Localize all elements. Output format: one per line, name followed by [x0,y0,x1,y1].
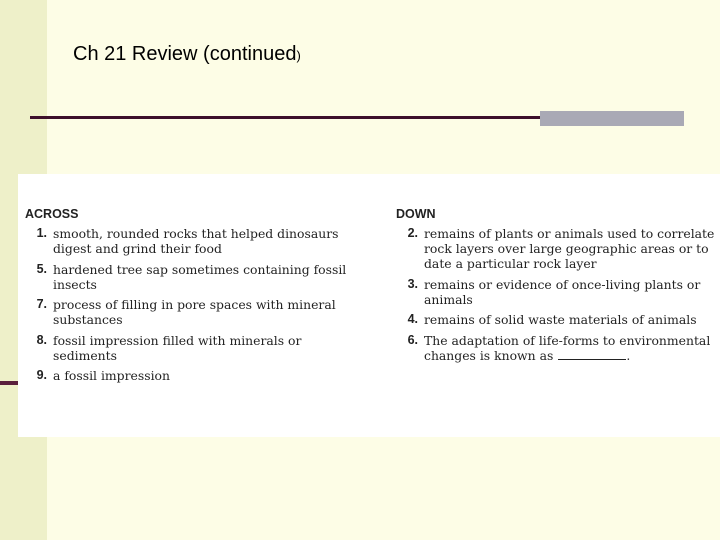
across-clue [25,297,355,327]
clue-text: a fossil impression [53,368,170,383]
clue-number: 6. [407,332,418,347]
clue-number: 5. [36,261,47,276]
clue-number: 3. [407,276,418,291]
clue-text: The adaptation of life-forms to environmental changes is known as [424,332,711,363]
slide-title [73,43,301,66]
clue-text: remains of plants or animals used to correlate rock layers over large geographic areas or to date a particular rock layer [424,226,715,271]
clue-text: fossil impression filled with minerals or sediments [53,332,302,363]
clue-text: smooth, rounded rocks that helped dinosaurs digest and grind their food [53,226,339,256]
down-clue [396,333,716,363]
across-column [25,207,355,389]
across-heading: ACROSS [25,207,79,221]
clue-number: 4. [407,312,418,326]
clue-number: 7. [36,297,47,311]
down-clue [396,226,716,271]
clue-number: 8. [36,332,47,347]
down-heading: DOWN [396,207,436,221]
across-clue [25,368,355,383]
clue-text: hardened tree sap sometimes containing fossil insects [53,261,347,292]
down-column [396,207,716,368]
answer-blank-line [558,348,626,360]
clue-period: . [626,347,631,363]
clue-text: remains of solid waste materials of animals [424,312,697,327]
crossword-clues-panel [18,174,720,437]
down-clue [396,277,716,307]
clue-text: process of filling in pore spaces with mineral substances [53,297,336,327]
across-clue [25,262,355,292]
across-clue [25,226,355,256]
clue-number: 1. [36,226,47,240]
across-clue [25,333,355,363]
clue-number: 9. [36,368,47,382]
slide-title-close-paren: ) [296,48,301,63]
slide-title-text: Ch 21 Review (continued [73,43,297,65]
down-clue [396,312,716,327]
clue-text-with-blank [424,333,716,363]
clue-text: remains or evidence of once-living plants or animals [424,276,701,307]
left-accent-bar [0,381,20,385]
title-divider-block [540,111,684,126]
clue-number: 2. [407,226,418,240]
